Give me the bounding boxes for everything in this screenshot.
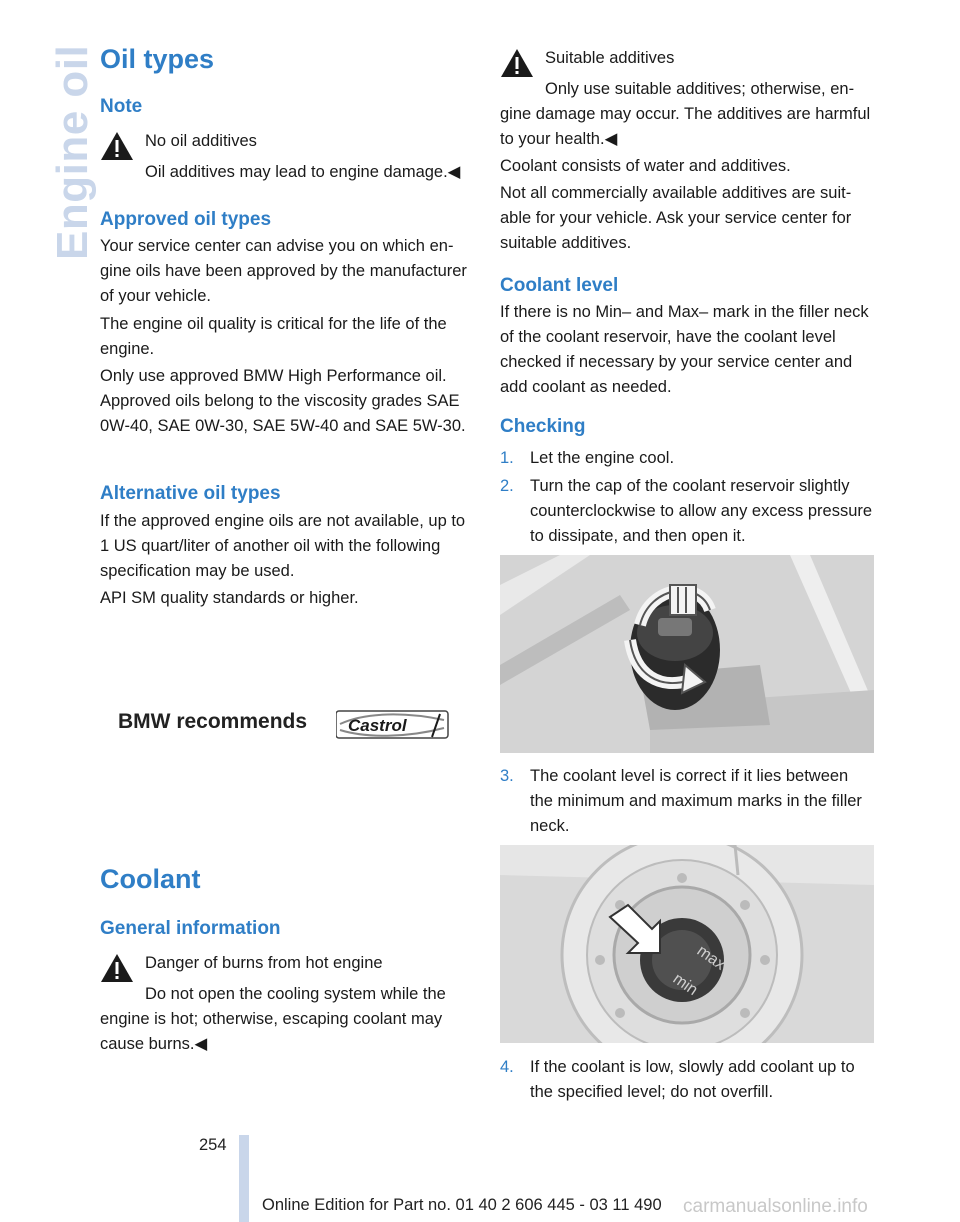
approved-oil-types-heading: Approved oil types xyxy=(100,209,272,230)
checking-heading: Checking xyxy=(500,416,586,437)
alternative-paragraph-2: API SM quality standards or higher. xyxy=(100,589,359,607)
warning-no-oil-additives xyxy=(100,129,470,185)
warning-triangle-icon xyxy=(100,131,134,161)
recommend-label: BMW recommends xyxy=(118,710,308,733)
step-number: 3. xyxy=(500,767,514,785)
oil-types-heading: Oil types xyxy=(100,44,215,74)
approved-paragraph-2: The engine oil quality is critical for the life of the engine. xyxy=(100,315,447,358)
step-text: Let the engine cool. xyxy=(530,449,675,467)
warning-title: Suitable additives xyxy=(545,49,675,67)
min-mark: min xyxy=(669,970,701,1000)
watermark: carmanualsonline.info xyxy=(683,1196,868,1217)
max-mark: max xyxy=(693,942,729,974)
castrol-logo xyxy=(336,710,452,740)
checking-step xyxy=(500,764,875,839)
step-text: The coolant level is correct if it lies between the minimum and maximum marks in the filler neck. xyxy=(530,767,862,835)
photo-reservoir-cap xyxy=(500,555,874,753)
step-number: 1. xyxy=(500,449,514,467)
bmw-recommends-castrol xyxy=(100,700,460,750)
checking-step xyxy=(500,1055,875,1105)
coolant-paragraph-1: Coolant consists of water and additives. xyxy=(500,157,791,175)
approved-paragraph-1: Your service center can advise you on which engine oils have been approved by the manufacturer of your vehicle. xyxy=(100,237,467,305)
warning-body: Only use suitable additives; otherwise, engine damage may occur. The additives are harmful to your health.◀ xyxy=(500,80,871,148)
step-number: 4. xyxy=(500,1058,514,1076)
filler-neck-illustration xyxy=(500,845,874,1043)
coolant-paragraph-2: Not all commercially available additives are suitable for your vehicle. Ask your service center for suitable additives. xyxy=(500,184,852,252)
alternative-oil-types-heading: Alternative oil types xyxy=(100,483,281,504)
edition-footer: Online Edition for Part no. 01 40 2 606 445 - 03 11 490 xyxy=(262,1196,662,1214)
checking-step xyxy=(500,474,875,549)
step-text: If the coolant is low, slowly add coolant up to the specified level; do not overfill. xyxy=(530,1058,855,1101)
chapter-title: Engine oil xyxy=(48,44,97,260)
checking-step xyxy=(500,446,875,471)
warning-body: Oil additives may lead to engine damage.◀ xyxy=(145,163,461,181)
step-number: 2. xyxy=(500,477,514,495)
warning-hot-engine xyxy=(100,951,470,1057)
warning-title: No oil additives xyxy=(145,132,257,150)
coolant-level-paragraph: If there is no Min– and Max– mark in the filler neck of the coolant reservoir, have the coolant level checked if necessary by your service center and add coolant as needed. xyxy=(500,303,869,396)
footer-accent-bar xyxy=(239,1135,249,1222)
step-text: Turn the cap of the coolant reservoir slightly counterclockwise to allow any excess pressure to dissipate, and then open it. xyxy=(530,477,873,545)
photo-filler-neck xyxy=(500,845,874,1043)
warning-triangle-icon xyxy=(500,48,534,78)
alternative-paragraph-1: If the approved engine oils are not available, up to 1 US quart/liter of another oil with the following specification may be used. xyxy=(100,512,466,580)
reservoir-cap-illustration xyxy=(500,555,874,753)
coolant-heading: Coolant xyxy=(100,864,201,894)
warning-title: Danger of burns from hot engine xyxy=(145,954,383,972)
page-number: 254 xyxy=(199,1136,227,1154)
approved-paragraph-4: Approved oils belong to the viscosity grades SAE 0W-40, SAE 0W-30, SAE 5W-40 and SAE 5W-30. xyxy=(100,392,466,435)
chapter-side-tab xyxy=(0,30,97,260)
warning-suitable-additives xyxy=(500,46,875,152)
warning-body: Do not open the cooling system while the engine is hot; otherwise, escaping coolant may cause burns.◀ xyxy=(100,985,446,1053)
general-information-heading: General information xyxy=(100,918,281,939)
coolant-level-heading: Coolant level xyxy=(500,275,619,296)
castrol-logo-text: Castrol xyxy=(348,716,407,735)
approved-paragraph-3: Only use approved BMW High Performance oil. xyxy=(100,367,447,385)
warning-triangle-icon xyxy=(100,953,134,983)
note-heading: Note xyxy=(100,96,143,117)
